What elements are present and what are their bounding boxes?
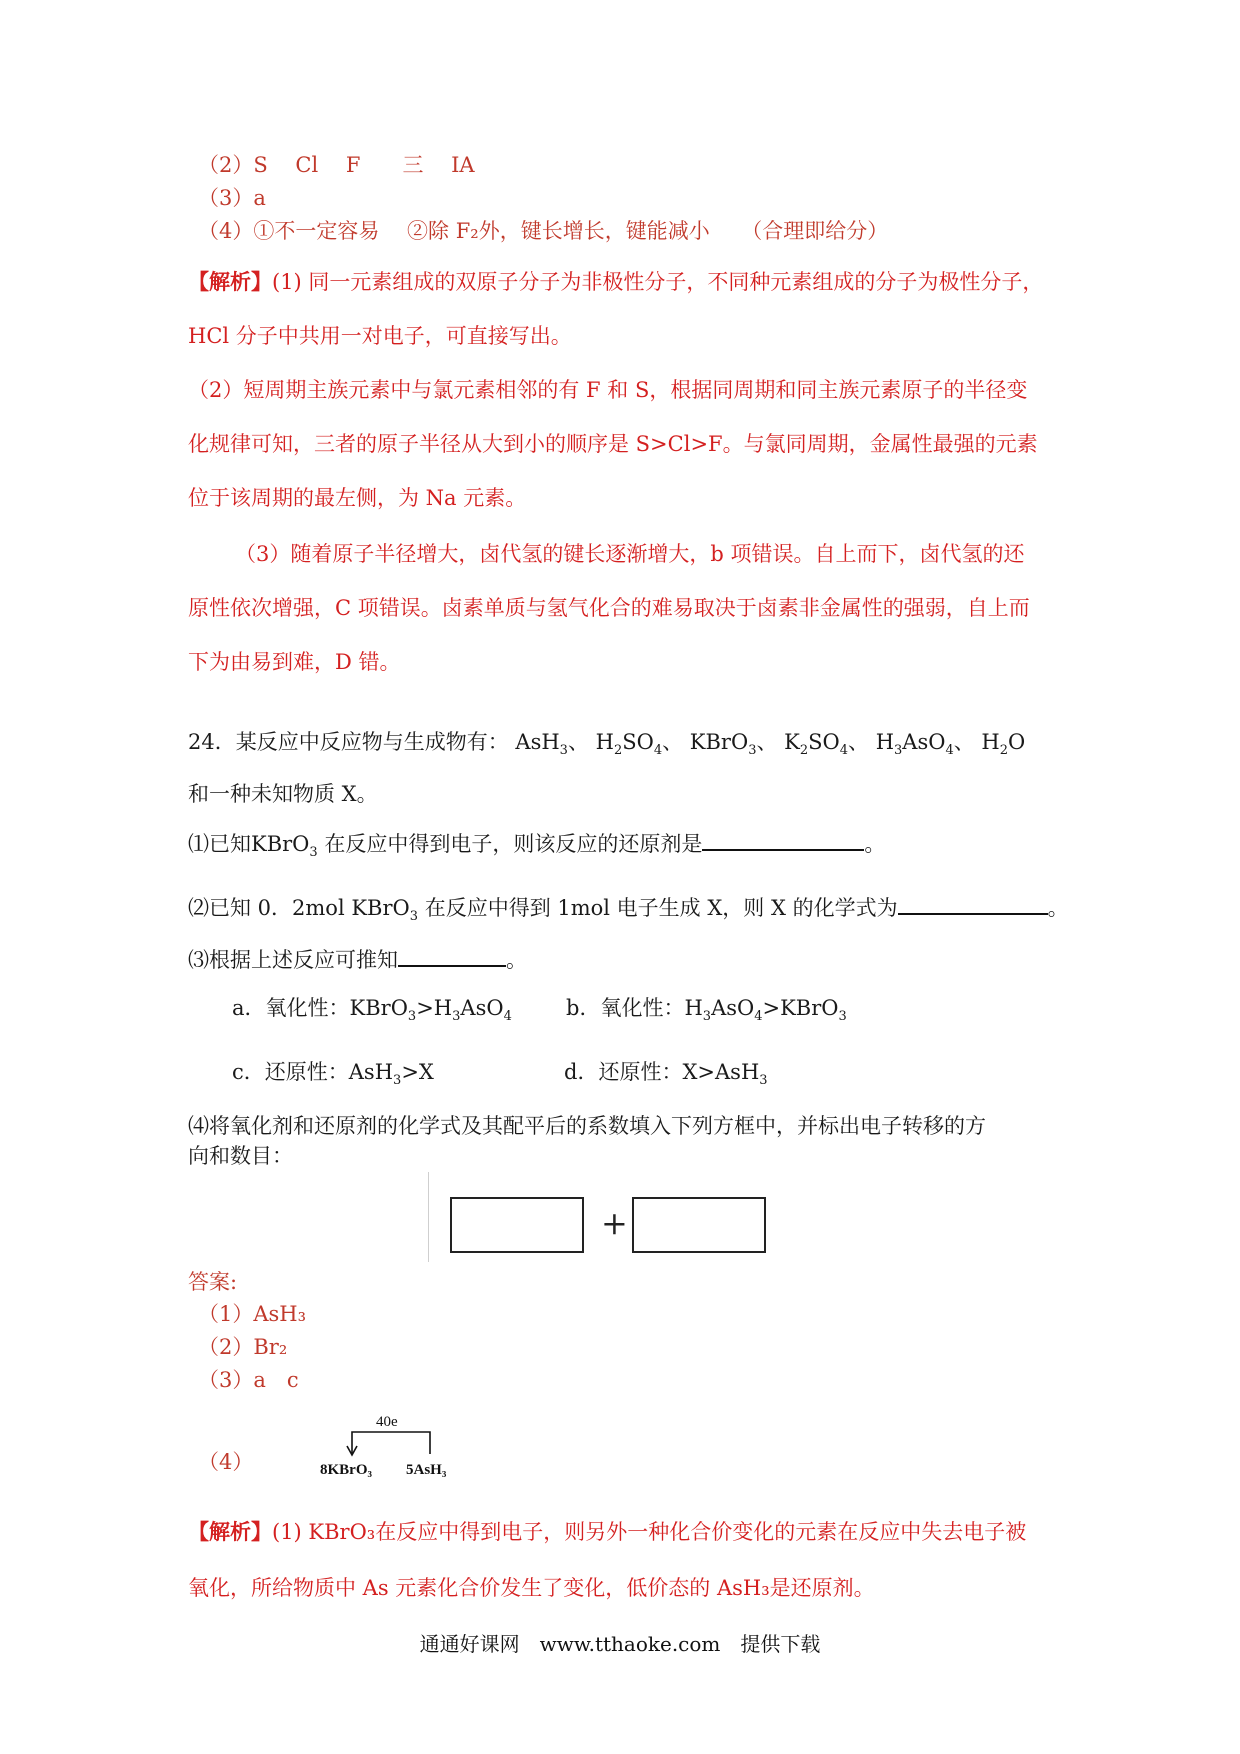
analysis-line: 化规律可知，三者的原子半径从大到小的顺序是 S>Cl>F。与氯同周期，金属性最强的元素 xyxy=(188,432,1038,456)
option-c: c．还原性：AsH$_3$>X xyxy=(232,1060,434,1088)
answer-line-3: （3）a xyxy=(198,186,266,210)
page-footer: 通通好课网 www.tthaoke.com 提供下载 xyxy=(419,1632,821,1656)
question-24-stem: 24．某反应中反应物与生成物有： AsH$_3$、 $H_2SO_4$、 KBrO$_3$、 $K_2SO_4$、 $H_3AsO_4$、 $H_2O$ xyxy=(188,730,1026,758)
question-24-part-2: ⑵已知 0．2mol KBrO$_3$ 在反应中得到 1mol 电子生成 X，则 X 的化学式为 。 xyxy=(188,896,1069,924)
answer-line-4: （4）①不一定容易 ②除 F₂外，键长增长，键能减小 （合理即给分） xyxy=(198,219,889,243)
reductant-box[interactable] xyxy=(632,1197,766,1253)
transfer-bracket xyxy=(352,1432,430,1454)
analysis-tag: 【解析】 xyxy=(188,269,272,294)
question-24-stem-cont: 和一种未知物质 X。 xyxy=(188,782,378,806)
oxidant-box[interactable] xyxy=(450,1197,584,1253)
question-24-part-1: ⑴已知KBrO$_3$ 在反应中得到电子，则该反应的还原剂是 。 xyxy=(188,832,886,860)
analysis-line: 原性依次增强，C 项错误。卤素单质与氢气化合的难易取决于卤素非金属性的强弱，自上而 xyxy=(188,596,1030,620)
answer-blank[interactable] xyxy=(702,831,864,851)
analysis2-paragraph-1: 【解析】(1) KBrO₃在反应中得到电子，则另外一种化合价变化的元素在反应中失去电子被 xyxy=(188,1519,1027,1544)
reductant-species: 5AsH₃ xyxy=(406,1462,447,1478)
analysis2-line: 氧化，所给物质中 As 元素化合价发生了变化，低价态的 AsH₃是还原剂。 xyxy=(188,1576,875,1600)
option-d: d．还原性：X>AsH$_3$ xyxy=(564,1060,768,1088)
answer-blank[interactable] xyxy=(898,895,1048,915)
option-a: a．氧化性：$KBrO_3>H_3AsO_4$ xyxy=(232,996,512,1024)
analysis-line: 位于该周期的最左侧，为 Na 元素。 xyxy=(188,486,527,510)
answer-blank[interactable] xyxy=(398,947,506,967)
analysis-line: （3）随着原子半径增大，卤代氢的键长逐渐增大，b 项错误。自上而下，卤代氢的还 xyxy=(235,542,1025,566)
plus-sign: + xyxy=(601,1204,628,1242)
answers-label: 答案: xyxy=(188,1270,238,1294)
analysis-tag: 【解析】 xyxy=(188,1519,272,1544)
answer-line-2: （2）S Cl F 三 IA xyxy=(198,153,475,177)
transfer-label: 40e xyxy=(376,1414,398,1430)
answer-box-figure xyxy=(428,1172,768,1262)
scan-line xyxy=(428,1172,429,1262)
analysis-paragraph-1: 【解析】(1) 同一元素组成的双原子分子为非极性分子，不同种元素组成的分子为极性分子， xyxy=(188,269,1044,294)
option-b: b．氧化性：$H_3AsO_4>KBrO_3$ xyxy=(566,996,847,1024)
question-24-part-3: ⑶根据上述反应可推知 。 xyxy=(188,948,527,972)
answer-3: （3）a c xyxy=(198,1368,299,1392)
answer-2: （2）Br₂ xyxy=(198,1335,288,1359)
electron-transfer-diagram xyxy=(310,1402,480,1482)
oxidant-species: 8KBrO₃ xyxy=(320,1462,372,1478)
analysis-line: 下为由易到难，D 错。 xyxy=(188,650,401,674)
analysis-line: HCl 分子中共用一对电子，可直接写出。 xyxy=(188,324,572,348)
answer-1: （1）AsH₃ xyxy=(198,1302,307,1326)
analysis-line: （2）短周期主族元素中与氯元素相邻的有 F 和 S，根据同周期和同主族元素原子的半径变 xyxy=(188,378,1028,402)
answer-4: （4） xyxy=(198,1450,254,1474)
question-24-part-4-cont: 向和数目： xyxy=(188,1144,293,1168)
question-24-part-4: ⑷将氧化剂和还原剂的化学式及其配平后的系数填入下列方框中，并标出电子转移的方 xyxy=(188,1114,986,1138)
